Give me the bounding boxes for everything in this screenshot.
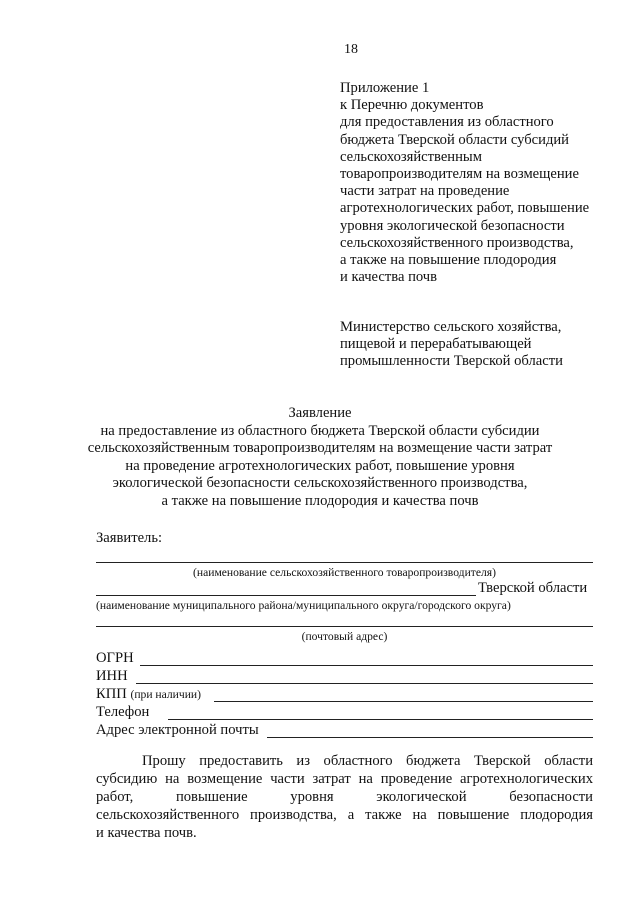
request-line: и качества почв. [96, 825, 197, 841]
title-line: сельскохозяйственным товаропроизводителям на возмещение части затрат [87, 440, 553, 457]
request-line: Прошу предоставить из областного бюджета Тверской области [142, 753, 593, 769]
appendix-header [340, 80, 610, 286]
appendix-line: агротехнологических работ, повышение [340, 200, 590, 217]
addressee-block [340, 319, 610, 371]
appendix-line: для предоставления из областного [340, 114, 554, 131]
request-line: работ, повышение уровня экологической безопасности [96, 789, 593, 805]
addressee-line: Министерство сельского хозяйства, [340, 319, 562, 335]
page-number: 18 [344, 42, 358, 57]
appendix-line: бюджета Тверской области субсидий [340, 131, 569, 148]
region-suffix: Тверской области [478, 580, 588, 596]
title-line: а также на повышение плодородия и качества почв [161, 492, 479, 509]
kpp-note: (при наличии) [130, 688, 201, 701]
title-line: на предоставление из областного бюджета Тверской области субсидии [100, 422, 540, 439]
district-name-line[interactable] [96, 595, 476, 596]
producer-caption: (наименование сельскохозяйственного товаропроизводителя) [193, 566, 496, 579]
kpp-label-group [96, 686, 201, 703]
phone-field[interactable] [168, 719, 593, 720]
appendix-line: товаропроизводителям на возмещение [340, 166, 579, 183]
applicant-label: Заявитель: [96, 530, 163, 546]
document-title [60, 405, 580, 511]
producer-name-line[interactable] [96, 562, 593, 563]
request-paragraph [96, 752, 593, 842]
appendix-line: сельскохозяйственным [340, 148, 482, 165]
email-label: Адрес электронной почты [96, 722, 259, 738]
appendix-line: Приложение 1 [340, 80, 430, 96]
inn-label: ИНН [96, 668, 128, 684]
email-field[interactable] [267, 737, 593, 738]
address-caption: (почтовый адрес) [301, 630, 388, 643]
title-line: экологической безопасности сельскохозяйственного производства, [112, 475, 528, 492]
ogrn-field[interactable] [140, 665, 593, 666]
addressee-line: промышленности Тверской области [340, 353, 563, 370]
request-line: субсидию на возмещение части затрат на проведение агротехнологических [96, 771, 593, 787]
appendix-line: части затрат на проведение [340, 183, 510, 200]
request-line: сельскохозяйственного производства, а также на повышение плодородия [96, 807, 593, 823]
title-line: на проведение агротехнологических работ, повышение уровня [125, 457, 515, 474]
district-caption: (наименование муниципального района/муниципального округа/городского округа) [96, 599, 511, 612]
ogrn-label: ОГРН [96, 650, 134, 666]
appendix-line: сельскохозяйственного производства, [340, 234, 574, 251]
kpp-field[interactable] [214, 701, 593, 702]
phone-label: Телефон [96, 704, 150, 720]
kpp-label: КПП [96, 686, 127, 702]
appendix-line: к Перечню документов [340, 97, 484, 114]
appendix-line: и качества почв [340, 269, 438, 286]
postal-address-line[interactable] [96, 626, 593, 627]
addressee-line: пищевой и перерабатывающей [340, 336, 532, 353]
inn-field[interactable] [136, 683, 593, 684]
appendix-line: уровня экологической безопасности [340, 217, 565, 234]
title-heading: Заявление [288, 405, 352, 421]
appendix-line: а также на повышение плодородия [340, 252, 557, 269]
